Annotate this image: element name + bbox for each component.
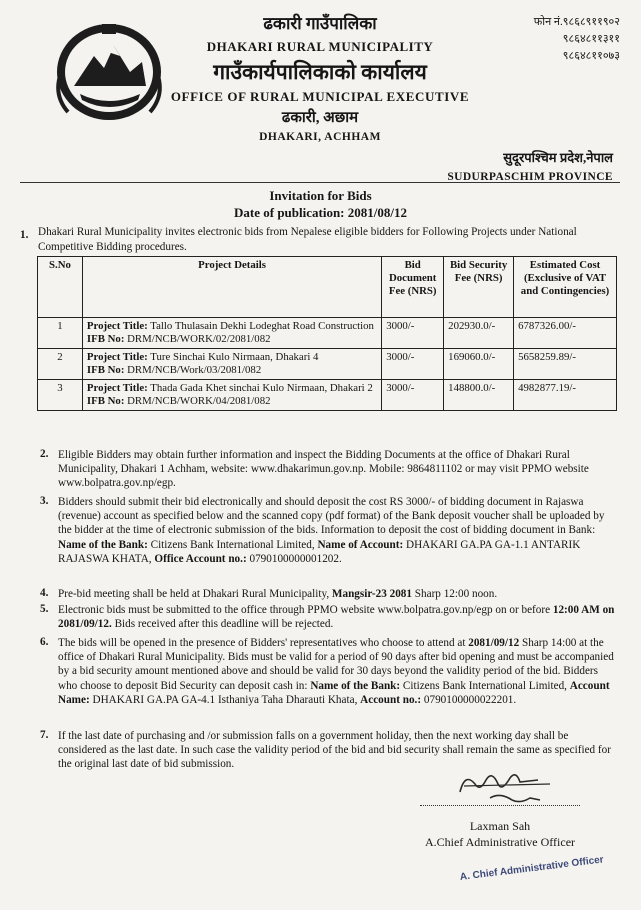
cell-cost: 5658259.89/- <box>514 349 617 380</box>
project-title: Ture Sinchai Kulo Nirmaan, Dhakari 4 <box>150 351 319 363</box>
ifb-number: DRM/NCB/Work/03/2081/082 <box>127 364 262 376</box>
item-5-tail: Bids received after this deadline will be rejected. <box>111 618 334 631</box>
account-name: DHAKARI GA.PA GA-4.1 Isthaniya Taha Dharauti Khata, <box>89 693 361 706</box>
bank-label: Name of the Bank: <box>58 538 148 551</box>
municipality-name-np: ढकारी गाउँपालिका <box>263 14 377 33</box>
cell-cost: 6787326.00/- <box>514 318 617 349</box>
ifb-label: IFB No: <box>86 395 125 407</box>
item-3-paragraph <box>58 495 618 566</box>
project-title: Thada Gada Khet sinchai Kulo Nirmaan, Dhakari 2 <box>150 382 373 394</box>
province-block <box>447 148 613 183</box>
cell-security: 169060.0/- <box>444 349 514 380</box>
col-header-doc-fee: Bid Document Fee (NRS) <box>382 257 444 318</box>
account-name: DHAKARI GA.PA GA-1.1 ANTARIK RAJASWA KHATA, <box>58 538 581 565</box>
item-number: 3. <box>40 495 49 507</box>
cell-sno: 3 <box>38 380 83 411</box>
item-6-text: The bids will be opened in the presence of Bidders' representatives who choose to attend at <box>58 637 469 649</box>
ifb-number: DRM/NCB/WORK/04/2081/082 <box>127 395 271 407</box>
prebid-date: Mangsir-23 2081 <box>331 588 412 600</box>
notice-title: Invitation for Bids <box>269 188 372 203</box>
item-2-paragraph: Eligible Bidders may obtain further information and inspect the Bidding Documents at the office of Dhakari Rural Municipality, Dhakari 1 Achham, website: www.dhakarimun.gov.np. Mobile: 9864811102 or may visit PPMO website www.bolpatra.gov.np/egp. <box>58 449 589 490</box>
projects-table <box>37 256 617 411</box>
item-number: 7. <box>40 729 49 741</box>
cell-details <box>82 318 381 349</box>
item-5-paragraph <box>58 603 618 631</box>
project-title-label: Project Title: <box>86 320 148 332</box>
item-6-paragraph <box>58 636 618 707</box>
col-header-security: Bid Security Fee (NRS) <box>444 257 514 318</box>
designation-stamp: A. Chief Administrative Officer <box>459 854 605 883</box>
col-header-cost: Estimated Cost (Exclusive of VAT and Contingencies) <box>514 257 617 318</box>
cell-sno: 2 <box>38 349 83 380</box>
signatory-name: Laxman Sah <box>469 819 531 833</box>
account-number-label: Office Account no.: <box>154 552 247 565</box>
item-4-paragraph <box>58 587 618 601</box>
item-number: 4. <box>40 587 49 599</box>
bank-name: Citizens Bank International Limited, <box>147 538 318 551</box>
phone-number: ९८६४८११०७३ <box>562 50 620 62</box>
project-title: Tallo Thulasain Dekhi Lodeghat Road Construction <box>150 320 374 332</box>
table-row <box>38 380 617 411</box>
cell-doc-fee: 3000/- <box>382 349 444 380</box>
item-6-body: Sharp 14:00 at the office of Dhakari Rural Municipality. Bids must be valid for a period of 90 days after bid opening and must be accompanied by a bid security amount mentioned above and should be valid for 30 days beyond the validity period of the bid. Bidders who choose to deposit Bid Security can deposit cash in: <box>58 637 614 692</box>
account-number: 0790100000001202. <box>246 552 342 565</box>
project-title-label: Project Title: <box>86 382 148 394</box>
office-name-en: OFFICE OF RURAL MUNICIPAL EXECUTIVE <box>170 89 470 104</box>
item-5-text: Electronic bids must be submitted to the office through PPMO website www.bolpatra.gov.np/egp on or before <box>58 604 553 616</box>
account-number-label: Account no.: <box>360 693 422 706</box>
item-number: 6. <box>40 636 49 648</box>
table-header-row <box>38 257 617 318</box>
office-name-np: गाउँकार्यपालिकाको कार्यालय <box>213 60 427 84</box>
item-7-paragraph: If the last date of purchasing and /or submission falls on a government holiday, then the next working day shall be considered as the last date. In such case the validity period of the bid and bid security shall remain the same as specified for the original last date of bid submission. <box>58 730 611 771</box>
cell-security: 202930.0/- <box>444 318 514 349</box>
account-name-label: Name of Account: <box>317 538 404 551</box>
ifb-label: IFB No: <box>86 364 125 376</box>
ifb-label: IFB No: <box>86 333 125 345</box>
bank-label: Name of the Bank: <box>310 679 401 692</box>
account-name-label: Account Name: <box>58 679 610 706</box>
phone-number: ९८६४८११३११ <box>562 33 620 45</box>
intro-paragraph: Dhakari Rural Municipality invites electronic bids from Nepalese eligible bidders for Following Projects under National Competitive Bidding procedures. <box>38 226 577 253</box>
municipality-name-en: DHAKARI RURAL MUNICIPALITY <box>206 39 434 54</box>
col-header-details: Project Details <box>82 257 381 318</box>
item-number: 1. <box>20 229 29 241</box>
item-number: 2. <box>40 448 49 460</box>
account-number: 0790100000022201. <box>421 693 517 706</box>
col-header-sno: S.No <box>38 257 83 318</box>
location-np: ढकारी, अछाम <box>281 110 359 126</box>
item-4-time: Sharp 12:00 noon. <box>412 588 498 600</box>
phone-number: फोन नं.९८६८९११९०२ <box>533 16 620 28</box>
phone-numbers <box>480 14 620 65</box>
bank-name: Citizens Bank International Limited, <box>400 679 570 692</box>
cell-doc-fee: 3000/- <box>382 318 444 349</box>
table-row <box>38 349 617 380</box>
cell-doc-fee: 3000/- <box>382 380 444 411</box>
project-title-label: Project Title: <box>86 351 148 363</box>
header-divider <box>20 182 620 183</box>
cell-details <box>82 380 381 411</box>
opening-date: 2081/09/12 <box>468 637 520 649</box>
item-number: 5. <box>40 603 49 615</box>
ifb-number: DRM/NCB/WORK/02/2081/082 <box>127 333 271 345</box>
signatory-block <box>420 818 580 850</box>
province-en: SUDURPASCHIM PROVINCE <box>447 171 613 183</box>
submission-deadline: 12:00 AM on 2081/09/12. <box>58 604 615 631</box>
cell-security: 148800.0/- <box>444 380 514 411</box>
province-np: सुदूरपश्चिम प्रदेश,नेपाल <box>503 150 613 165</box>
location-en: DHAKARI, ACHHAM <box>259 131 381 143</box>
cell-cost: 4982877.19/- <box>514 380 617 411</box>
item-3-text: Bidders should submit their bid electronically and should deposit the cost RS 3000/- of bidding document in Rajaswa (revenue) account as specified below and the scanned copy (pdf format) of the Bank deposit voucher shall be uploaded by the bidder at the time of electronic submission of the bids. Information to deposit the cost of bidding document in Bank: <box>58 496 605 537</box>
municipality-emblem-icon <box>50 16 168 128</box>
item-4-text: Pre-bid meeting shall be held at Dhakari Rural Municipality, <box>58 588 332 600</box>
signatory-designation: A.Chief Administrative Officer <box>424 835 576 849</box>
publication-date: Date of publication: 2081/08/12 <box>234 205 407 220</box>
signature-line <box>420 805 580 806</box>
cell-sno: 1 <box>38 318 83 349</box>
cell-details <box>82 349 381 380</box>
table-row <box>38 318 617 349</box>
